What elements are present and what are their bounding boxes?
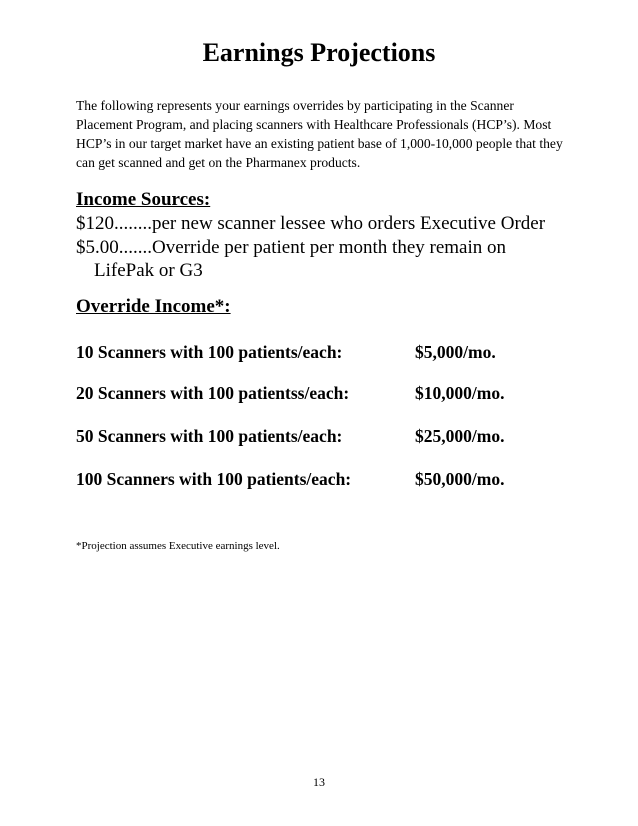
override-row-description: 10 Scanners with 100 patients/each: (76, 342, 343, 362)
income-source-line: $120........per new scanner lessee who orders Executive Order (76, 213, 546, 234)
income-sources-heading: Income Sources: (76, 189, 211, 210)
override-income-heading: Override Income*: (76, 296, 231, 317)
page-title: Earnings Projections (202, 38, 436, 67)
override-row-amount: $10,000/mo. (415, 383, 505, 403)
intro-paragraph (76, 96, 616, 172)
intro-line: The following represents your earnings overrides by participating in the Scanner (76, 98, 514, 113)
income-source-line: $5.00.......Override per patient per month they remain on (76, 237, 507, 258)
intro-line: Placement Program, and placing scanners with Healthcare Professionals (HCP’s). Most (76, 117, 552, 132)
footnote: *Projection assumes Executive earnings level. (76, 540, 280, 552)
page-number: 13 (313, 775, 325, 789)
override-row-description: 20 Scanners with 100 patientss/each: (76, 383, 350, 403)
override-row-amount: $50,000/mo. (415, 469, 505, 489)
intro-line: HCP’s in our target market have an existing patient base of 1,000-10,000 people that they (76, 136, 563, 151)
income-source-line-continued: LifePak or G3 (94, 260, 203, 281)
override-row-amount: $25,000/mo. (415, 426, 505, 446)
override-row-description: 100 Scanners with 100 patients/each: (76, 469, 352, 489)
override-row-amount: $5,000/mo. (415, 342, 496, 362)
intro-line: can get scanned and get on the Pharmanex products. (76, 155, 361, 170)
override-row-description: 50 Scanners with 100 patients/each: (76, 426, 343, 446)
